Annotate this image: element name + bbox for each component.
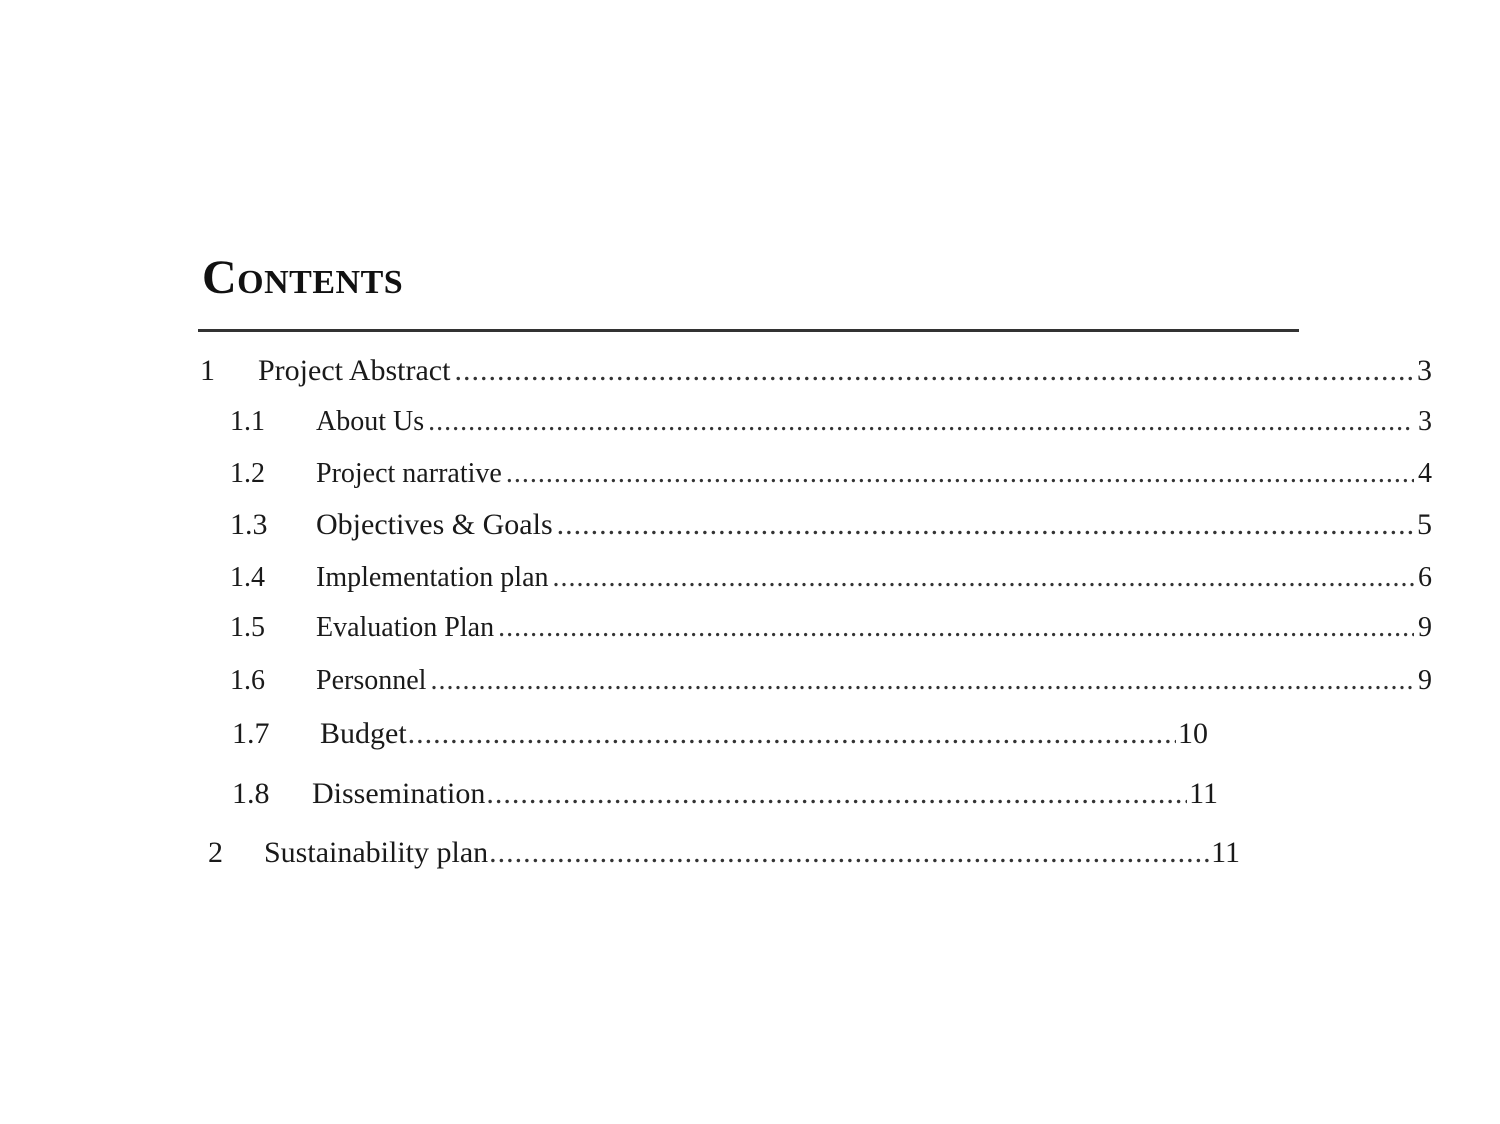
toc-entry-number: 1.3	[230, 508, 268, 541]
toc-entry-number: 1	[200, 354, 215, 387]
toc-entry-title: Sustainability plan	[264, 836, 489, 869]
dot-leader	[430, 665, 1414, 697]
toc-entry-dissemination[interactable]	[232, 777, 1218, 817]
toc-entry-number: 1.4	[230, 562, 265, 593]
toc-entry-title: Objectives & Goals	[316, 508, 553, 541]
heading-divider	[198, 329, 1299, 332]
dot-leader	[498, 612, 1414, 644]
dot-leader	[408, 717, 1176, 751]
toc-entry-page: 3	[1418, 406, 1432, 437]
dot-leader	[486, 777, 1187, 811]
toc-entry-title: Evaluation Plan	[316, 612, 495, 643]
toc-entry-personnel[interactable]	[230, 665, 1432, 705]
toc-entry-title: About Us	[316, 406, 425, 437]
toc-entry-page: 11	[1211, 836, 1240, 869]
toc-entry-number: 2	[208, 836, 223, 869]
toc-entry-title: Project narrative	[316, 458, 502, 489]
toc-entry-number: 1.1	[230, 406, 265, 437]
toc-entry-page: 5	[1417, 508, 1432, 541]
toc-entry-title: Personnel	[316, 665, 427, 696]
toc-entry-title: Implementation plan	[316, 562, 549, 593]
toc-entry-page: 10	[1178, 717, 1208, 750]
toc-entry-number: 1.5	[230, 612, 265, 643]
dot-leader	[454, 354, 1413, 388]
toc-entry-page: 11	[1189, 777, 1218, 810]
toc-entry-implementation-plan[interactable]	[230, 562, 1432, 602]
toc-entry-page: 4	[1418, 458, 1432, 489]
toc-entry-sustainability-plan[interactable]	[208, 836, 1240, 876]
toc-entry-title: Budget	[320, 717, 407, 750]
dot-leader	[506, 458, 1414, 490]
toc-entry-project-narrative[interactable]	[230, 458, 1432, 498]
toc-entry-project-abstract[interactable]	[200, 354, 1432, 394]
toc-entry-budget[interactable]	[232, 717, 1208, 757]
toc-entry-number: 1.6	[230, 665, 265, 696]
toc-entry-number: 1.2	[230, 458, 265, 489]
contents-heading: Contents	[202, 251, 404, 304]
toc-entry-title: Project Abstract	[258, 354, 451, 387]
toc-entry-title: Dissemination	[312, 777, 486, 810]
dot-leader	[489, 836, 1209, 870]
toc-entry-page: 9	[1418, 612, 1432, 643]
toc-entry-evaluation-plan[interactable]	[230, 612, 1432, 652]
dot-leader	[553, 562, 1415, 594]
toc-entry-objectives-goals[interactable]	[230, 508, 1432, 548]
toc-entry-page: 6	[1418, 562, 1432, 593]
toc-entry-number: 1.7	[232, 717, 270, 750]
dot-leader	[428, 406, 1414, 438]
toc-entry-number: 1.8	[232, 777, 270, 810]
dot-leader	[557, 508, 1413, 542]
toc-entry-page: 9	[1418, 665, 1432, 696]
toc-entry-about-us[interactable]	[230, 406, 1432, 446]
toc-entry-page: 3	[1417, 354, 1432, 387]
